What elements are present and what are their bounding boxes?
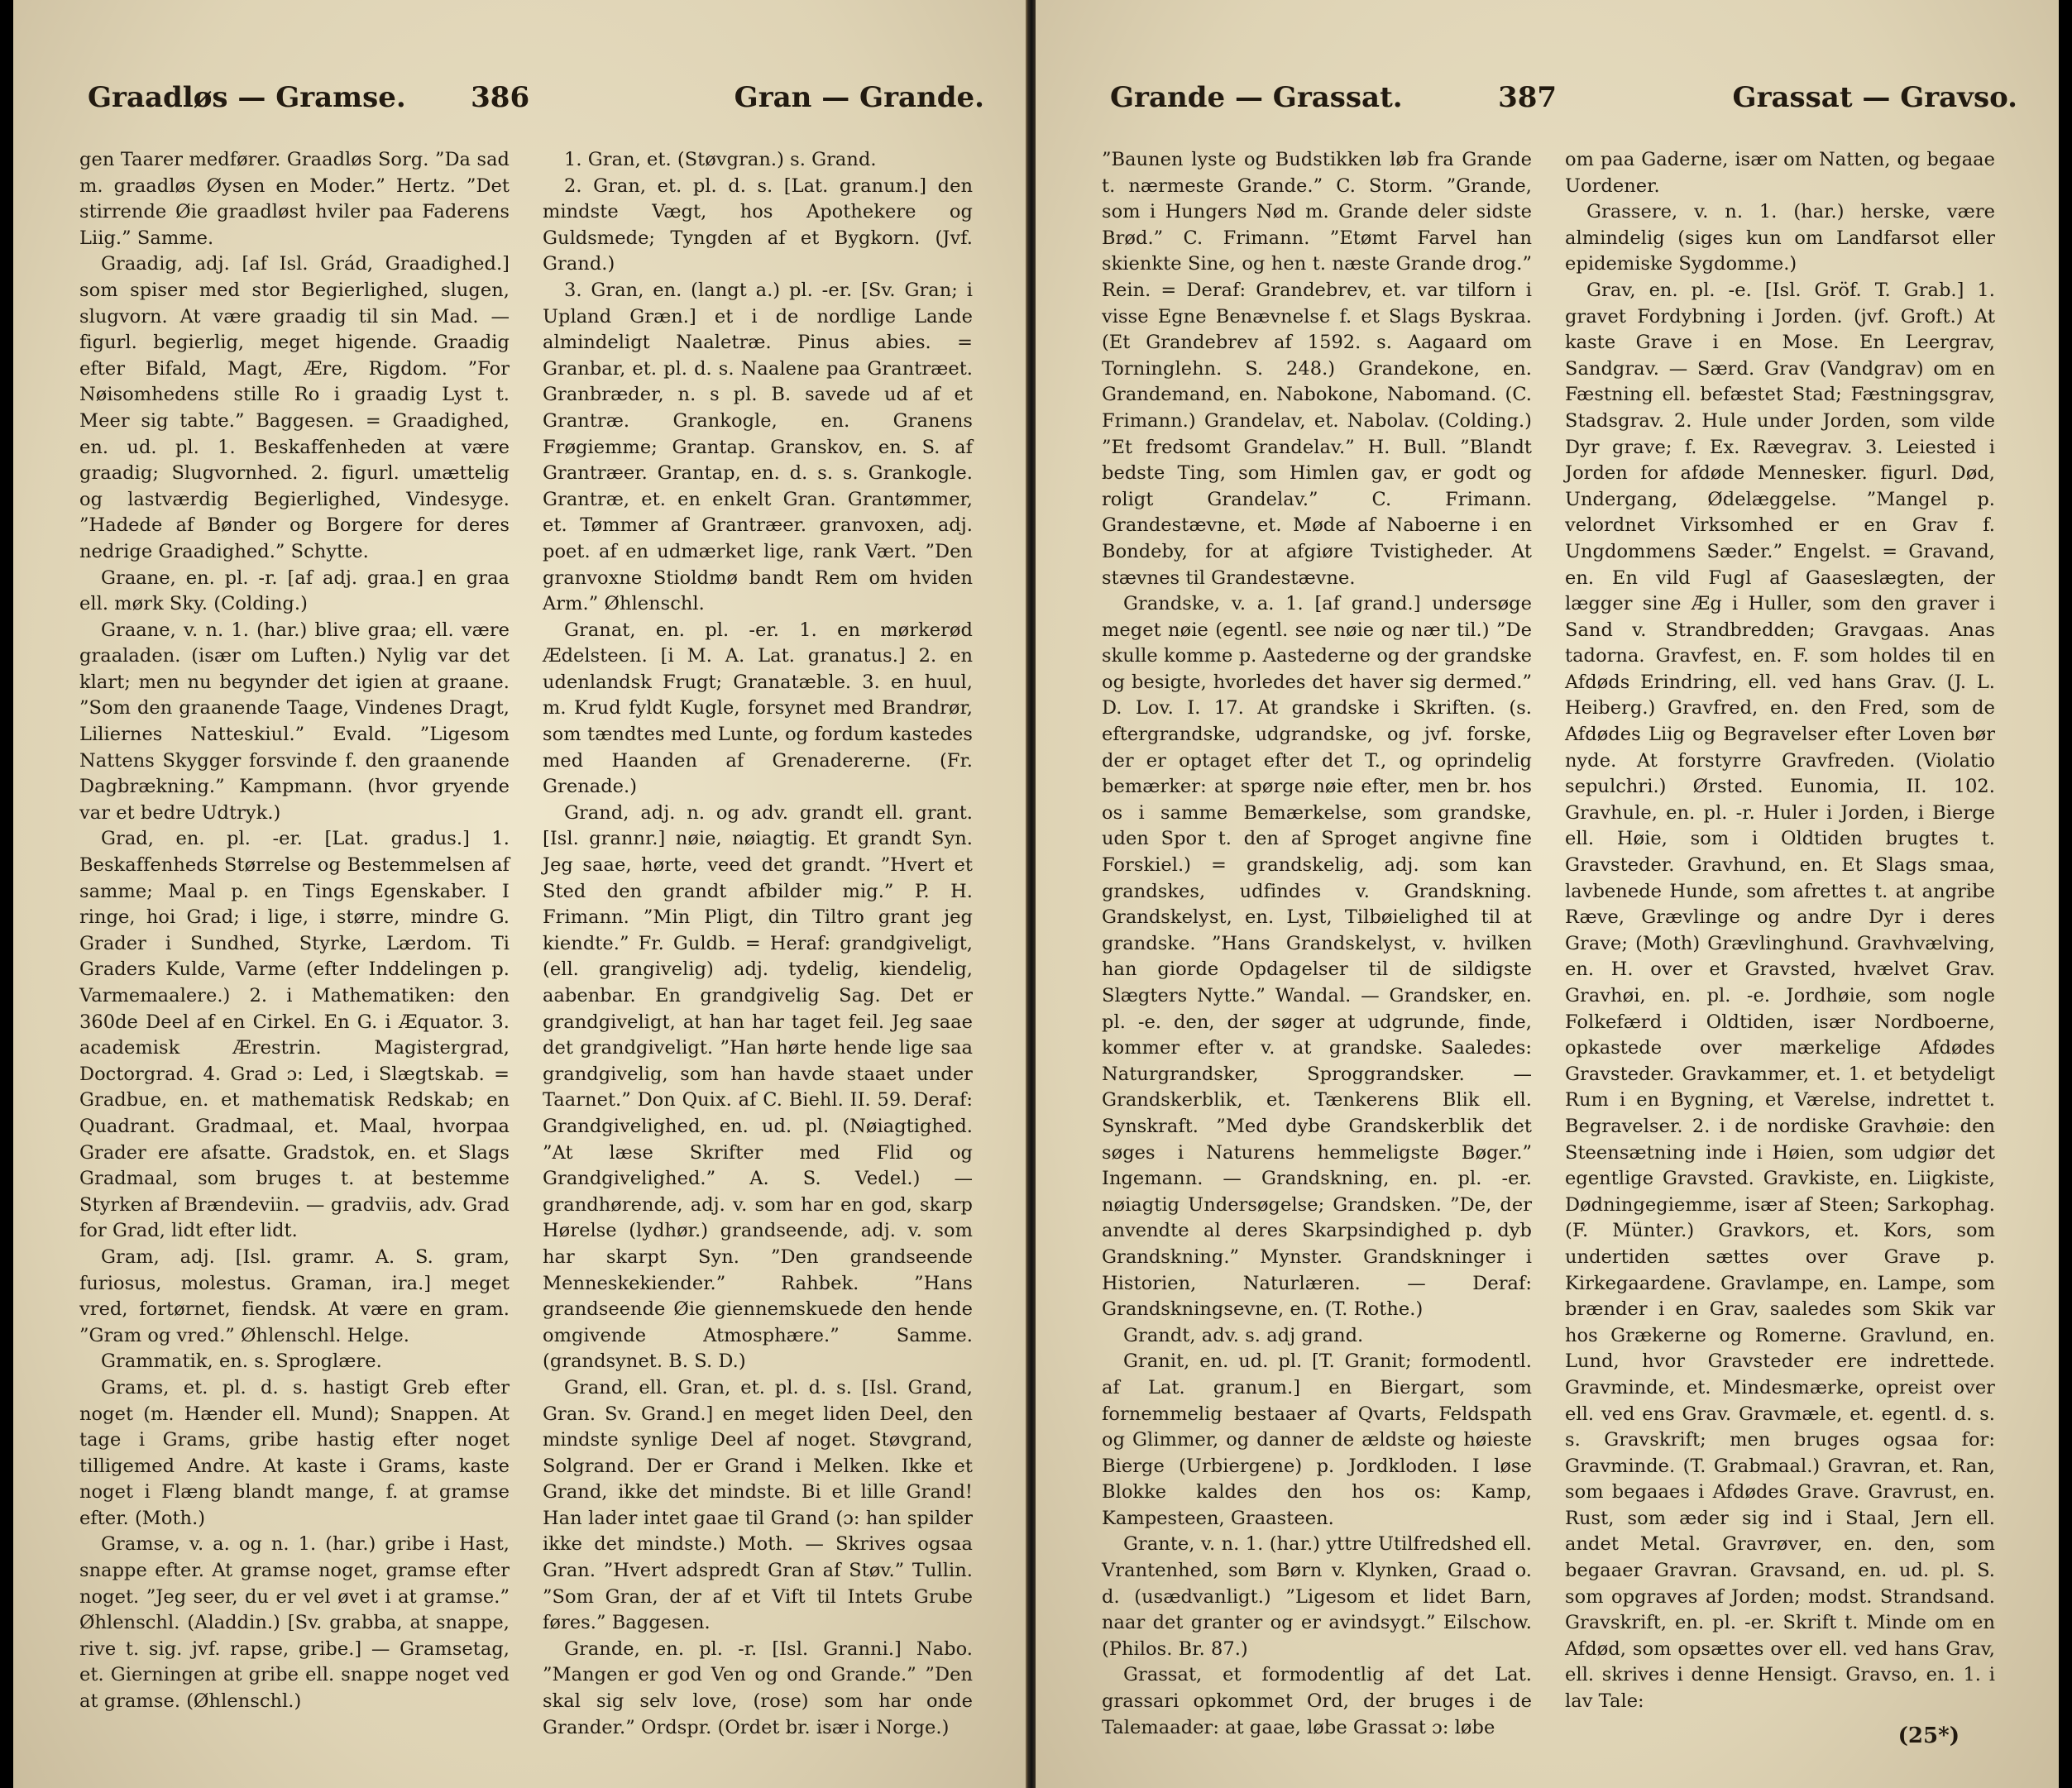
right-header-catchword-end: Grassat — Gravso. bbox=[1732, 81, 2017, 114]
dictionary-entry: Graane, en. pl. -r. [af adj. graa.] en graa ell. mørk Sky. (Colding.) bbox=[79, 567, 510, 615]
right-header-catchword-start: Grande — Grassat. bbox=[1110, 81, 1403, 114]
left-header-catchword-end: Gran — Grande. bbox=[734, 81, 984, 114]
left-columns bbox=[79, 147, 993, 1755]
right-column-2 bbox=[1565, 147, 1995, 1715]
dictionary-entry: Grande, en. pl. -r. [Isl. Granni.] Nabo. ”Mangen er god Ven og ond Grande.” ”Den skal sig selv love, (rose) som har onde Grander.” Ordspr. (Ordet br. især i Norge.) bbox=[543, 1637, 973, 1738]
dictionary-entry: 2. Gran, et. pl. d. s. [Lat. granum.] den mindste Vægt, hos Apothekere og Guldsmede; Tyngden af et Bygkorn. (Jvf. Grand.) bbox=[543, 174, 973, 275]
dictionary-entry: 3. Gran, en. (langt a.) pl. -er. [Sv. Gran; i Upland Græn.] et i de nordlige Lande almindeligt Naaletræ. Pinus abies. = Granbar, et. pl. d. s. Naalene paa Grantræet. Granbræder, n. s pl. B. savede ud af et Grantræ. Grankogle, en. Granens Frøgiemme; Grantap. Granskov, en. S. af Grantræer. Grantap, en. d. s. s. Grankogle. Grantræ, et. en enkelt Gran. Grantømmer, et. Tømmer af Grantræer. granvoxen, adj. poet. af en udmærket lige, rank Vært. ”Den granvoxne Stioldmø bandt Rem om hviden Arm.” Øhlenschl. bbox=[543, 279, 973, 615]
dictionary-entry: gen Taarer medfører. Graadløs Sorg. ”Da sad m. graadløs Øysen en Moder.” Hertz. ”Det stirrende Øie graadløst hviler paa Faderens Liig.” Samme. bbox=[79, 149, 510, 249]
left-header-catchword-start: Graadløs — Gramse. bbox=[88, 81, 406, 114]
right-columns bbox=[1102, 147, 2026, 1755]
dictionary-entry: Grand, ell. Gran, et. pl. d. s. [Isl. Grand, Gran. Sv. Grand.] en meget liden Deel, den mindste synlige Deel af noget. Støvgrand, Solgrand. Der er Grand i Melken. Ikke et Grand, ikke det mindste. Bi et lille Grand! Han lader intet gaae til Grand (ɔ: han spilder ikke det mindste.) Moth. — Skrives ogsaa Gran. ”Hvert adspredt Gran af Støv.” Tullin. ”Som Gran, der af et Vift til Intets Grube føres.” Baggesen. bbox=[543, 1376, 973, 1634]
sheet-signature: (25*) bbox=[1897, 1723, 1960, 1748]
left-running-head bbox=[88, 81, 984, 122]
dictionary-entry: Gram, adj. [Isl. gramr. A. S. gram, furiosus, molestus. Graman, ira.] meget vred, fortørnet, fiendsk. At være en gram. ”Gram og vred.” Øhlenschl. Helge. bbox=[79, 1245, 510, 1346]
book-gutter bbox=[1027, 0, 1036, 1788]
dictionary-entry: Grams, et. pl. d. s. hastigt Greb efter noget (m. Hænder ell. Mund); Snappen. At tage i Grams, gribe hastig efter noget tilligemed Andre. At kaste i Grams, kaste noget i Flæng blandt mange, f. at gramse efter. (Moth.) bbox=[79, 1376, 510, 1529]
dictionary-entry: Granit, en. ud. pl. [T. Granit; formodentl. af Lat. granum.] en Biergart, som fornemmelig bestaaer af Qvarts, Feldspath og Glimmer, og danner de ældste og høieste Bierge (Urbiergene) p. Jordkloden. I løse Blokke kaldes den hos os: Kamp, Kampesteen, Graasteen. bbox=[1102, 1351, 1532, 1529]
dictionary-entry: Grandske, v. a. 1. [af grand.] undersøge meget nøie (egentl. see nøie og nær til.) ”De skulle komme p. Aastederne og der grandske og besigte, hvorledes det haver sig dermed.” D. Lov. I. 17. At grandske i Skriften. (s. eftergrandske, udgrandske, og jvf. forske, der er optaget efter det T., og oprindelig bemærker: at spørge nøie efter, men br. hos os i samme Bemærkelse, som grandske, uden Spor t. den af Sproget angivne fine Forskiel.) = grandskelig, adj. som kan grandskes, udfindes v. Grandskning. Grandskelyst, en. Lyst, Tilbøielighed til at grandske. ”Hans Grandskelyst, v. hvilken han giorde Opdagelser til de sildigste Slægters Nytte.” Wandal. — Grandsker, en. pl. -e. den, der søger at udgrunde, finde, kommer efter v. at grandske. Saaledes: Naturgrandsker, Sproggrandsker. — Grandskerblik, et. Tænkerens Blik ell. Synskraft. ”Med dybe Grandskerblik det søges i Naturens hemmeligste Bøger.” Ingemann. — Grandskning, en. pl. -er. nøiagtig Undersøgelse; Grandsken. ”De, der anvendte al deres Skarpsindighed p. dyb Grandskning.” Mynster. Grandskninger i Historien, Naturlæren. — Deraf: Grandskningsevne, en. (T. Rothe.) bbox=[1102, 593, 1532, 1321]
dictionary-entry: Grassat, et formodentlig af det Lat. grassari opkommet Ord, der bruges i de Talemaader: at gaae, løbe Grassat ɔ: løbe bbox=[1102, 1664, 1532, 1738]
dictionary-entry: Granat, en. pl. -er. 1. en mørkerød Ædelsteen. [i M. A. Lat. granatus.] 2. en udenlandsk Frugt; Granatæble. 3. en huul, m. Krud fyldt Kugle, forsynet med Brandrør, som tændtes med Lunte, og fordum kastedes med Haanden af Grenadererne. (Fr. Grenade.) bbox=[543, 619, 973, 798]
dictionary-entry: Grante, v. n. 1. (har.) yttre Utilfredshed ell. Vrantenhed, som Børn v. Klynken, Graad o. d. (usædvanligt.) ”Ligesom et lidet Barn, naar det granter og er avindsygt.” Eilschow. (Philos. Br. 87.) bbox=[1102, 1533, 1532, 1660]
right-page-number: 387 bbox=[1498, 81, 1558, 114]
dictionary-entry: Grad, en. pl. -er. [Lat. gradus.] 1. Beskaffenheds Størrelse og Bestemmelsen af samme; Maal p. en Tings Egenskaber. I ringe, hoi Grad; i lige, i større, mindre G. Grader i Sundhed, Styrke, Lærdom. Ti Graders Kulde, Varme (efter Inddelingen p. Varmemaalere.) 2. i Mathematiken: den 360de Deel af en Cirkel. En G. i Æquator. 3. academisk Ærestrin. Magistergrad, Doctorgrad. 4. Grad ɔ: Led, i Slægtskab. = Gradbue, en. et mathematisk Redskab; en Quadrant. Gradmaal, et. Maal, hvorpaa Grader ere afsatte. Gradstok, en. et Slags Gradmaal, som bruges t. at bestemme Styrken af Brændeviin. — gradviis, adv. Grad for Grad, lidt efter lidt. bbox=[79, 828, 510, 1242]
dictionary-entry: ”Baunen lyste og Budstikken løb fra Grande t. nærmeste Grande.” C. Storm. ”Grande, som i Hungers Nød m. Grande deler sidste Brød.” C. Frimann. ”Etømt Farvel han skienkte Sine, og hen t. næste Grande drog.” Rein. = Deraf: Grandebrev, et. var tilforn i visse Egne Benævnelse f. et Slags Byskraa. (Et Grandebrev af 1592. s. Aagaard om Torninglehn. S. 248.) Grandekone, en. Grandemand, en. Nabokone, Nabomand. (C. Frimann.) Grandelav, et. Nabolav. (Colding.) ”Et fredsomt Grandelav.” H. Bull. ”Blandt bedste Ting, som Himlen gav, er godt og roligt Grandelav.” C. Frimann. Grandestævne, et. Møde af Naboerne i en Bondeby, for at afgiøre Tvistigheder. At stævnes til Grandestævne. bbox=[1102, 149, 1532, 589]
dictionary-entry: Gramse, v. a. og n. 1. (har.) gribe i Hast, snappe efter. At gramse noget, gramse efter noget. ”Jeg seer, du er vel øvet i at gramse.” Øhlenschl. (Aladdin.) [Sv. grabba, at snappe, rive t. sig. jvf. rapse, gribe.] — Gramsetag, et. Gierningen at gribe ell. snappe noget ved at gramse. (Øhlenschl.) bbox=[79, 1533, 510, 1713]
dictionary-entry: Graadig, adj. [af Isl. Grád, Graadighed.] som spiser med stor Begierlighed, slugen, slugvorn. At være graadig til sin Mad. — figurl. begierlig, meget higende. Graadig efter Bifald, Magt, Ære, Rigdom. ”For Nøisomhedens stille Ro i graadig Lyst t. Meer sig tabte.” Baggesen. = Graadighed, en. ud. pl. 1. Beskaffenheden at være graadig; Slugvornhed. 2. figurl. umættelig og lastværdig Begierlighed, Vindesyge. ”Hadede af Bønder og Borgere for deres nedrige Graadighed.” Schytte. bbox=[79, 253, 510, 562]
left-column-1 bbox=[79, 147, 510, 1715]
right-column-1 bbox=[1102, 147, 1532, 1741]
dictionary-entry: Graane, v. n. 1. (har.) blive graa; ell. være graaladen. (især om Luften.) Nylig var det klart; men nu begynder det igien at graane. ”Som den graanende Taage, Vindenes Dragt, Liliernes Natteskiul.” Evald. ”Ligesom Nattens Skygger forsvinde f. den graanende Dagbrækning.” Kampmann. (hvor gryende var et bedre Udtryk.) bbox=[79, 619, 510, 824]
left-column-2 bbox=[543, 147, 973, 1741]
dictionary-entry: Grassere, v. n. 1. (har.) herske, være almindelig (siges kun om Landfarsot eller epidemiske Sygdomme.) bbox=[1565, 201, 1995, 275]
right-page bbox=[1036, 0, 2059, 1788]
dictionary-entry: Grav, en. pl. -e. [Isl. Gröf. T. Grab.] 1. gravet Fordybning i Jorden. (jvf. Groft.) At kaste Grave i en Mose. En Leergrav, Sandgrav. — Særd. Grav (Vandgrav) om en Fæstning ell. befæstet Stad; Fæstningsgrav, Stadsgrav. 2. Hule under Jorden, som vilde Dyr grave; f. Ex. Rævegrav. 3. Leiested i Jorden for afdøde Mennesker. figurl. Død, Undergang, Ødelæggelse. ”Mangel p. velordnet Virksomhed er en Grav f. Ungdommens Sæder.” Engelst. = Gravand, en. En vild Fugl af Gaaseslægten, der lægger sine Æg i Huller, som den graver i Sand v. Strandbredden; Gravgaas. Anas tadorna. Gravfest, en. F. som holdes til en Afdøds Erindring, ell. ved hans Grav. (J. L. Heiberg.) Gravfred, en. den Fred, som de Afdødes Liig og Begravelser efter Loven bør nyde. At forstyrre Gravfreden. (Violatio sepulchri.) Ørsted. Eunomia, II. 102. Gravhule, en. pl. -r. Huler i Jorden, i Bierge ell. Høie, som i Oldtiden brugtes t. Gravsteder. Gravhund, en. Et Slags smaa, lavbenede Hunde, som afrettes t. at angribe Ræve, Grævlinge og andre Dyr i deres Grave; (Moth) Grævlinghund. Gravhvælving, en. H. over et Gravsted, hvælvet Grav. Gravhøi, en. pl. -e. Jordhøie, som nogle Folkefærd i Oldtiden, især Nordboerne, opkastede over mærkelige Afdødes Gravsteder. Gravkammer, et. 1. et betydeligt Rum i en Bygning, et Værelse, indrettet t. Begravelser. 2. i de nordiske Gravhøie: den Steensætning inde i Høien, som udgiør det egentlige Gravsted. Gravkiste, en. Liigkiste, Dødningegiemme, især af Steen; Sarkophag. (F. Münter.) Gravkors, et. Kors, som undertiden sættes over Grave p. Kirkegaardene. Gravlampe, en. Lampe, som brænder i en Grav, saaledes som Skik var hos Grækerne og Romerne. Gravlund, en. Lund, hvor Gravsteder ere indrettede. Gravminde, et. Mindesmærke, opreist over ell. ved ens Grav. Gravmæle, et. egentl. d. s. s. Gravskrift; men bruges ogsaa for: Gravminde. (T. Grabmaal.) Gravran, et. Ran, som begaaes i Afdødes Grave. Gravrust, en. Rust, som æder sig ind i Staal, Jern ell. andet Metal. Gravrøver, en. den, som begaaer Gravran. Gravsand, en. ud. pl. S. som opgraves af Jorden; modst. Strandsand. Gravskrift, en. pl. -er. Skrift t. Minde om en Afdød, som opsættes over ell. ved hans Grav, ell. skrives i denne Hensigt. Gravso, en. 1. i lav Tale: bbox=[1565, 279, 1995, 1713]
dictionary-entry: 1. Gran, et. (Støvgran.) s. Grand. bbox=[564, 149, 877, 170]
dictionary-entry: Grand, adj. n. og adv. grandt ell. grant. [Isl. grannr.] nøie, nøiagtig. Et grandt Syn. Jeg saae, hørte, veed det grandt. ”Hvert et Sted den grandt afbilder mig.” P. H. Frimann. ”Min Pligt, din Tiltro grant jeg kiendte.” Fr. Guldb. = Heraf: grandgiveligt, (ell. grangivelig) adj. tydelig, kiendelig, aabenbar. En grandgivelig Sag. Det er grandgiveligt, at han har taget feil. Jeg saae det grandgiveligt. ”Han hørte hende lige saa grandgivelig, som han havde staaet under Taarnet.” Don Quix. af C. Biehl. II. 59. Deraf: Grandgivelighed, en. ud. pl. (Nøiagtighed. ”At læse Skrifter med Flid og Grandgivelighed.” A. S. Vedel.) — grandhørende, adj. v. som har en god, skarp Hørelse (lydhør.) grandseende, adj. v. som har skarpt Syn. ”Den grandseende Menneskekiender.” Rahbek. ”Hans grandseende Øie giennemskuede den hende omgivende Atmosphære.” Samme. (grandsynet. B. S. D.) bbox=[543, 801, 973, 1373]
dictionary-entry: Grammatik, en. s. Sproglære. bbox=[101, 1351, 382, 1373]
dictionary-entry: Grandt, adv. s. adj grand. bbox=[1123, 1324, 1364, 1346]
left-page-number: 386 bbox=[471, 81, 530, 114]
left-page bbox=[13, 0, 1027, 1788]
right-running-head bbox=[1110, 81, 2017, 122]
dictionary-entry: om paa Gaderne, især om Natten, og begaae Uordener. bbox=[1565, 149, 1995, 197]
